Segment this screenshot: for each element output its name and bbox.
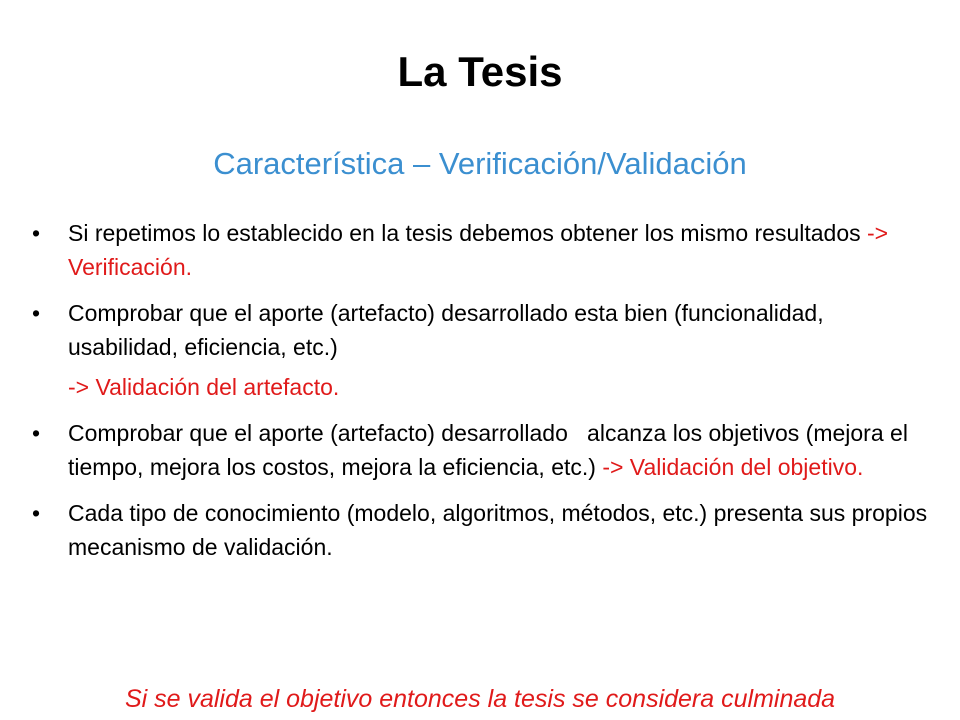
bullet-glyph: • xyxy=(32,220,41,246)
bullet-continuation-artefacto xyxy=(32,370,932,404)
bullet-highlight: -> Validación del artefacto. xyxy=(68,374,340,400)
bullet-text: Comprobar que el aporte (artefacto) desarrollado alcanza los objetivos (mejora el tiempo, mejora los costos, mejora la eficiencia, etc.) xyxy=(68,420,915,480)
bullet-glyph: • xyxy=(32,300,41,326)
bullet-item-verificacion xyxy=(32,216,932,284)
bullet-item-objetivo xyxy=(32,416,932,484)
bullet-text: Comprobar que el aporte (artefacto) desarrollado esta bien (funcionalidad, usabilidad, eficiencia, etc.) xyxy=(68,300,824,360)
bullet-list xyxy=(32,216,932,576)
bullet-text: Si repetimos lo establecido en la tesis debemos obtener los mismo resultados xyxy=(68,220,868,246)
bullet-glyph: • xyxy=(32,500,41,526)
slide-title: La Tesis xyxy=(397,48,563,95)
bullet-highlight: -> Validación del objetivo. xyxy=(602,454,864,480)
bullet-text: Cada tipo de conocimiento (modelo, algoritmos, métodos, etc.) presenta sus propios mecanismo de validación. xyxy=(68,500,928,560)
bullet-glyph: • xyxy=(32,420,41,446)
bullet-highlight: -> Verificación. xyxy=(68,220,889,280)
bullet-item-artefacto xyxy=(32,296,932,364)
slide-footer: Si se valida el objetivo entonces la tesis se considera culminada xyxy=(124,685,836,713)
bullet-item-conocimiento xyxy=(32,496,932,564)
slide-subtitle: Característica – Verificación/Validación xyxy=(213,146,747,181)
